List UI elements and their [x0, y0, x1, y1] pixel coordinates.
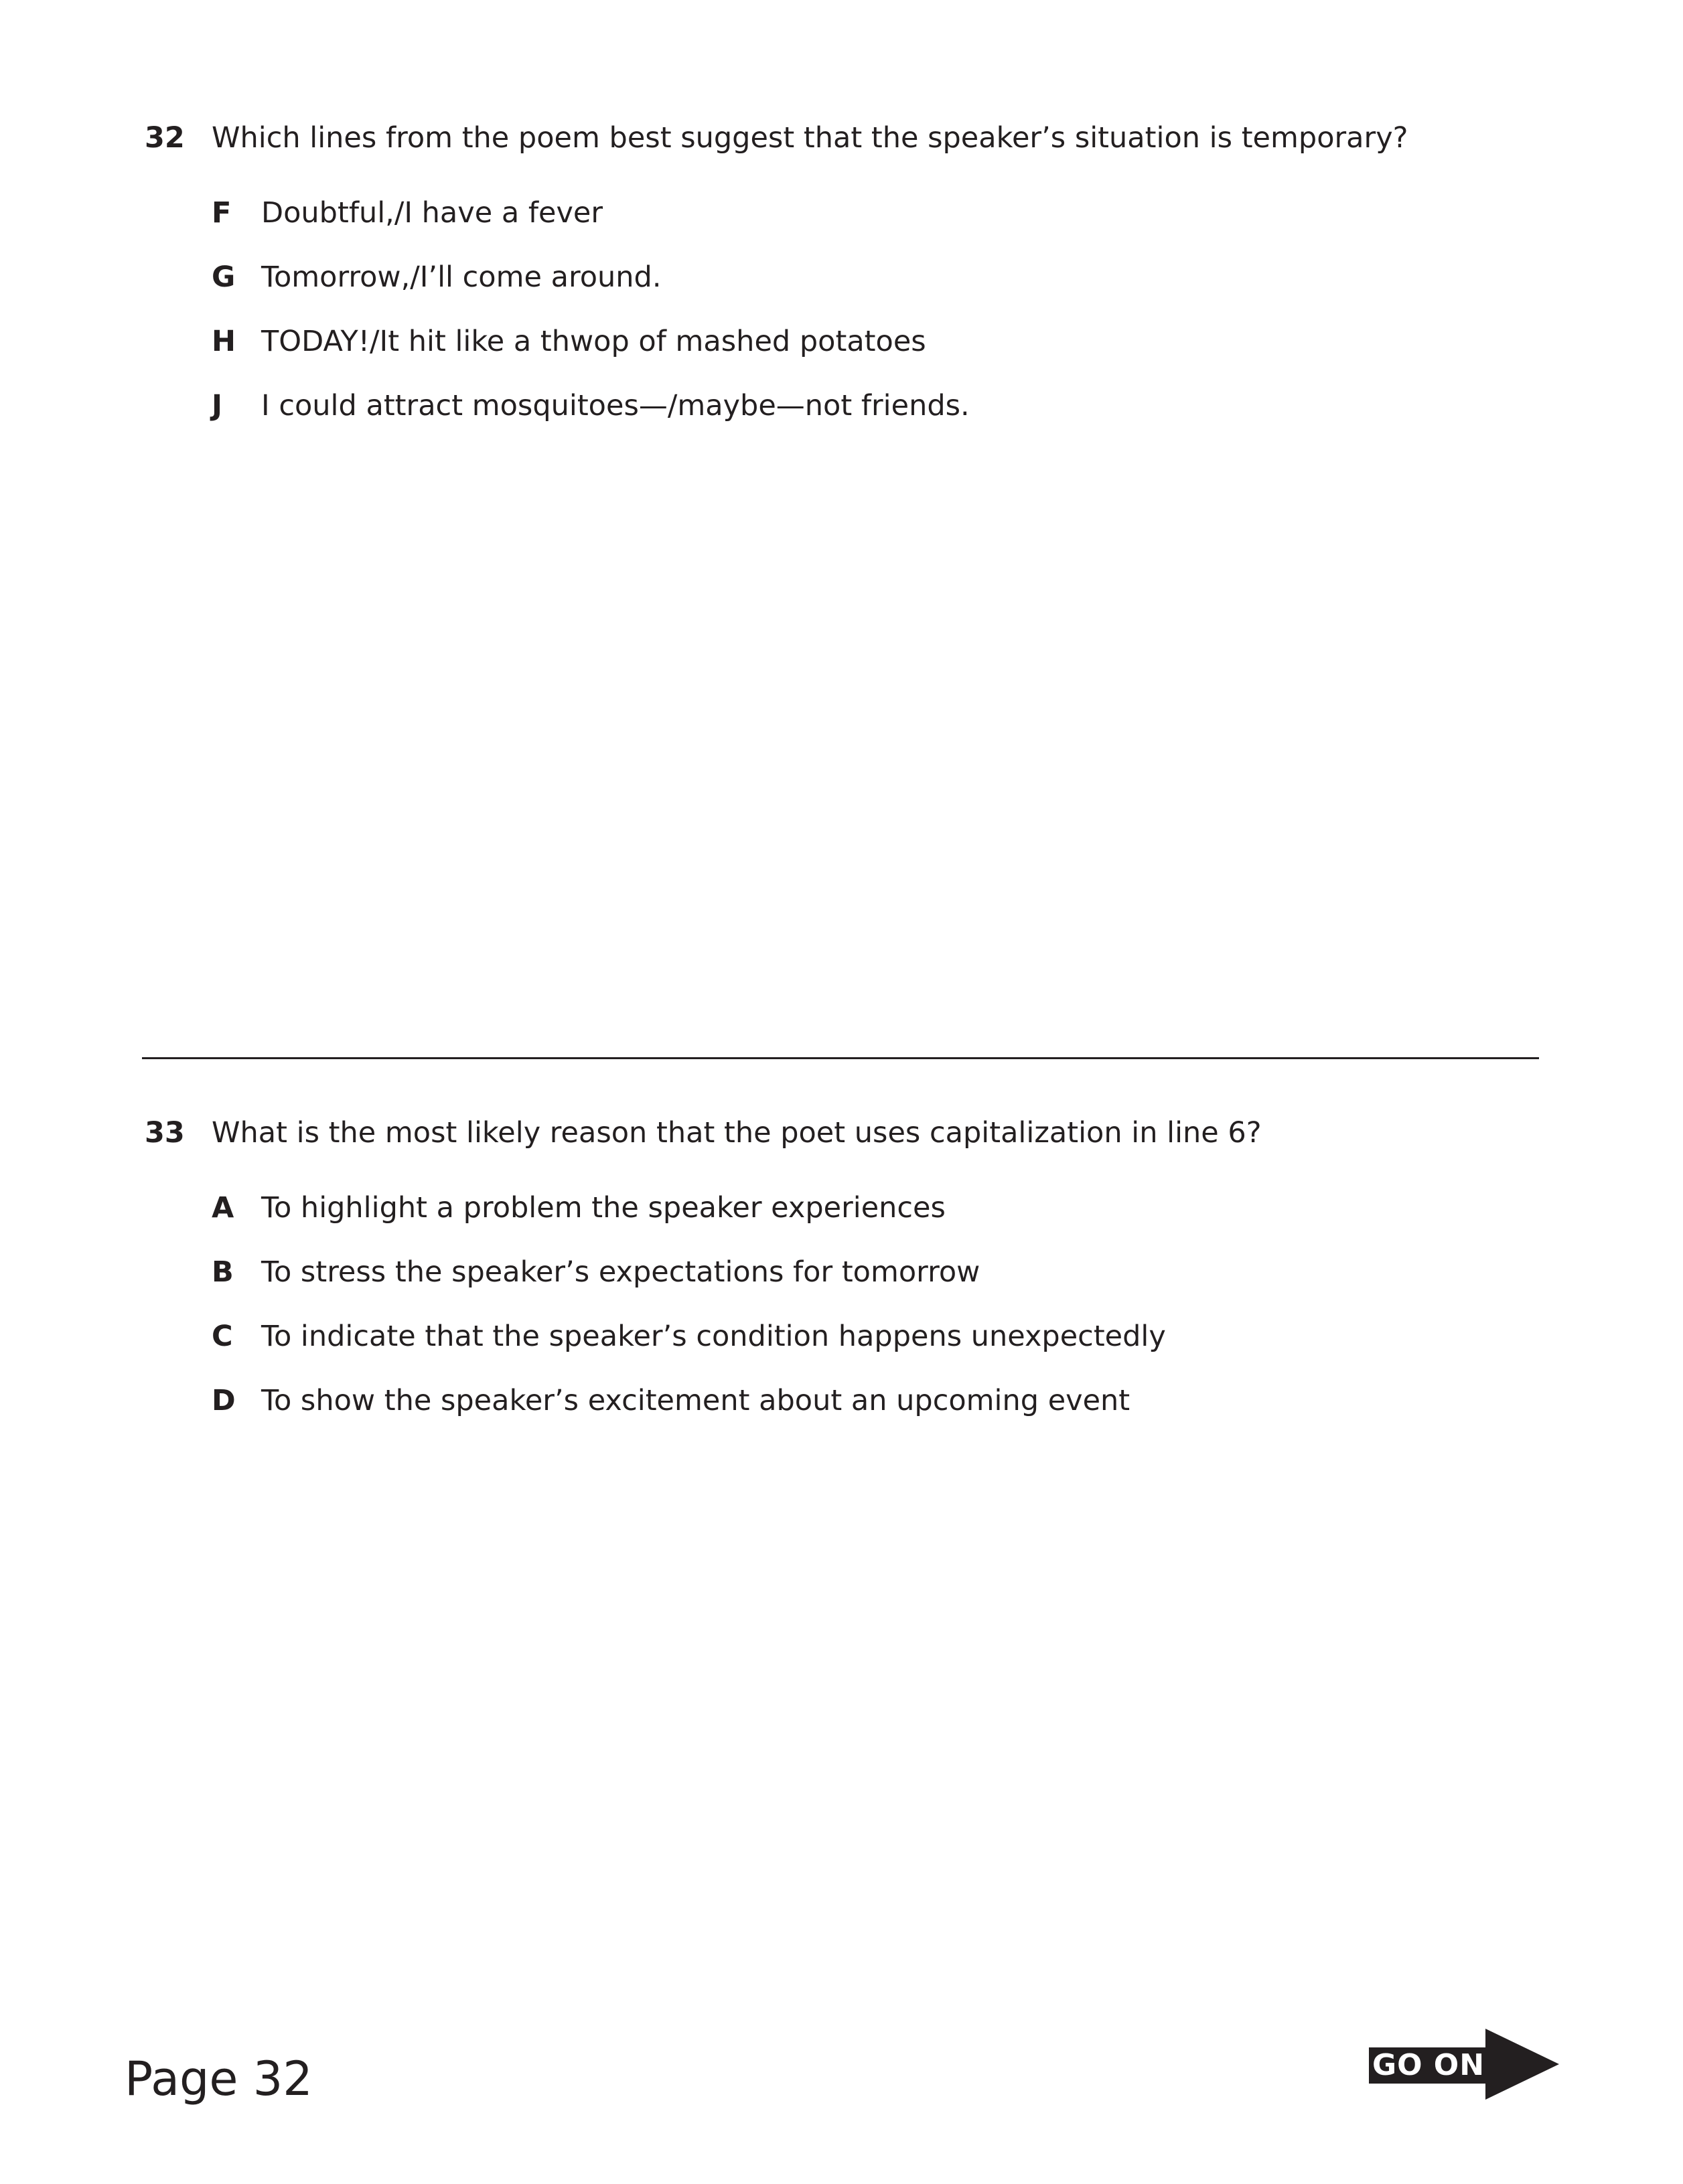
answer-option-h[interactable] — [145, 321, 1538, 362]
option-text: Tomorrow,/I’ll come around. — [261, 260, 662, 294]
answer-option-a[interactable] — [145, 1188, 1538, 1228]
option-text: I could attract mosquitoes—/maybe—not friends. — [261, 389, 970, 422]
option-text: To stress the speaker’s expectations for tomorrow — [261, 1255, 980, 1289]
question-text: Which lines from the poem best suggest that the speaker’s situation is temporary? — [212, 121, 1408, 155]
option-letter: A — [212, 1191, 234, 1225]
answer-option-f[interactable] — [145, 193, 1538, 233]
option-text: TODAY!/It hit like a thwop of mashed potatoes — [261, 325, 926, 358]
answer-option-j[interactable] — [145, 386, 1538, 426]
option-letter: C — [212, 1320, 233, 1353]
question-text: What is the most likely reason that the poet uses capitalization in line 6? — [212, 1116, 1262, 1150]
option-text: To indicate that the speaker’s condition happens unexpectedly — [261, 1320, 1166, 1353]
answer-option-g[interactable] — [145, 257, 1538, 297]
option-letter: B — [212, 1255, 234, 1289]
question-32 — [145, 118, 1538, 450]
go-on-indicator — [1369, 2029, 1563, 2100]
option-text: To show the speaker’s excitement about an upcoming event — [261, 1384, 1130, 1417]
answer-options — [145, 1188, 1538, 1421]
question-stem — [145, 1113, 1538, 1153]
answer-option-d[interactable] — [145, 1381, 1538, 1421]
question-number: 32 — [145, 121, 185, 155]
page-number: Page 32 — [125, 2051, 313, 2106]
option-letter: G — [212, 260, 236, 294]
arrow-right-icon — [1485, 2029, 1559, 2100]
answer-options — [145, 193, 1538, 426]
question-number: 33 — [145, 1116, 185, 1150]
section-divider — [142, 1057, 1539, 1059]
option-text: To highlight a problem the speaker experiences — [261, 1191, 946, 1225]
option-letter: D — [212, 1384, 236, 1417]
question-33 — [145, 1113, 1538, 1445]
option-letter: F — [212, 196, 232, 230]
answer-option-b[interactable] — [145, 1252, 1538, 1292]
option-letter: J — [212, 389, 222, 422]
go-on-label: GO ON — [1372, 2048, 1485, 2082]
answer-option-c[interactable] — [145, 1316, 1538, 1356]
option-text: Doubtful,/I have a fever — [261, 196, 603, 230]
question-stem — [145, 118, 1538, 158]
option-letter: H — [212, 325, 236, 358]
